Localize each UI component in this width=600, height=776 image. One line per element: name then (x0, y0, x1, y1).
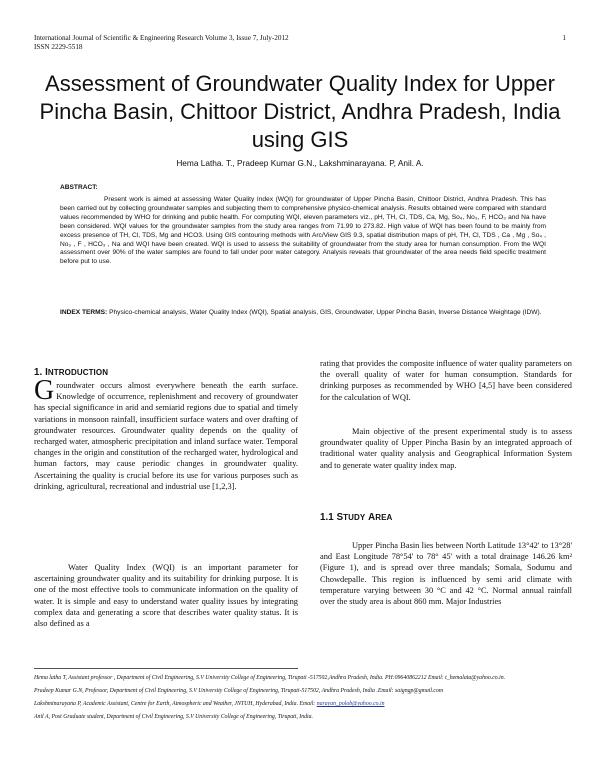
section-heading-introduction: 1. INTRODUCTION (34, 367, 109, 378)
author-email-link[interactable]: narayan_polob@yahoo.co.in (316, 700, 385, 707)
abstract-body: Present work is aimed at assessing Water Quality Index (WQI) for groundwater of Upper Pincha Basin, Chittoor District, Andhra Pradesh. This has been carried out by collecting groundwater samples and subjecting them to comprehensive physico-chemical analysis. Results obtained were compared with standard values recommended by WHO for drinking and public health. For computing WQI, eleven parameters viz., pH, TH, Cl, TDS, Ca, Mg, So₄, No₃, F, HCO₃ and Na have been considered. WQI values for the groundwater samples from the study area ranges from 71.99 to 273.82. High value of WQI has been found to be mainly from excess presence of TH, Cl, TDS, Mg and HCO3. Using GIS contouring methods with Arc/View GIS 9.3, spatial distribution maps of pH, TH, Cl, TDS , Ca , Mg , So₄ , No₃ , F , HCO₃ , Na and WQI have been created. WQI is used to assess the suitability of groundwater from the study area for human consumption. From the WQI assessment over 90% of the water samples are found to fall under poor water category. Analysis reveals that groundwater of the area needs field specific treatment before put to use. (60, 196, 546, 266)
issn-line: ISSN 2229-5518 (34, 43, 83, 51)
section-heading-study-area: 1.1 STUDY AREA (320, 512, 393, 523)
authors-line: Hema Latha. T., Pradeep Kumar G.N., Lakshminarayana. P, Anil. A. (176, 158, 424, 168)
intro-paragraph-1: Groundwater occurs almost everywhere beneath the earth surface. Knowledge of occurrence, replenishment and recovery of groundwater has special significance in arid and semiarid regions due to spatial and timely variations in monsoon rainfall, insufficient surface waters and over drafting of groundwater resources. Groundwater quality depends on the quality of recharged water, atmospheric precipitation and inland surface water. Temporal changes in the origin and constitution of the recharged water, hydrological and human factors, may cause periodic changes in groundwater quality. Ascertaining the quality is crucial before its use for various purposes such as drinking, agricultural, recreational and industrial use [1,2,3]. (34, 375, 298, 491)
index-terms-text: Physico-chemical analysis, Water Quality Index (WQI), Spatial analysis, GIS, Groundwater, Upper Pincha Basin, Inverse Distance Weightage (IDW). (109, 309, 542, 316)
index-terms-label: INDEX TERMS: (60, 309, 108, 316)
study-area-paragraph: Upper Pincha Basin lies between North Latitude 13°42' to 13°28' and East Longitude 78°54' to 78° 45' with a total drainage 146.26 km² (Figure 1), and is spread over three mandals; Somala, Sodumu and Chowdepalle. This region is influenced by semi arid climate with temperature varying between 30 °C and 42 °C. Normal annual rainfall over the study area is about 860 mm. Major Industries (320, 541, 572, 607)
intro-paragraph-4: Main objective of the present experimental study is to assess groundwater quality of Upper Pincha Basin by an integrated approach of traditional water quality analysis and Geographical Information System and to generate water quality index map. (320, 427, 572, 470)
abstract-heading: ABSTRACT: (60, 184, 98, 191)
index-terms (60, 309, 546, 318)
footnote-divider (34, 668, 298, 669)
intro-paragraph-3: rating that provides the composite influence of water quality parameters on the overall quality of water for human consumption. Standards for drinking purposes as recommended by WHO [4,5] have been considered for the calculation of WQI. (320, 359, 572, 402)
paper-title: Assessment of Groundwater Quality Index for Upper Pincha Basin, Chittoor District, Andhra Pradesh, India using GIS (39, 71, 561, 152)
journal-line: International Journal of Scientific & Engineering Research Volume 3, Issue 7, July-2012 (34, 34, 289, 42)
footnote-author-2: Pradeep Kumar G.N, Professor, Department of Civil Engineering, S.V University College of Engineering, Tirupati-517502, Andhra Pradesh, India .Email: saigngp@gmail.com (34, 687, 444, 694)
footnote-author-3: Lakshminarayana P, Academic Assistant, Centre for Earth, Atmospheric and Weather, JNTUH, Hyderabad, India. Email: narayan_polob@yahoo.co.in (34, 700, 385, 707)
running-header (34, 34, 566, 52)
page-number: 1 (562, 34, 566, 42)
drop-cap: G (34, 375, 55, 406)
footnote-author-1: Hema latha T, Assistant professor , Department of Civil Engineering, S.V University College of Engineering, Tirupati -517502,Andhra Pradesh, India. PH:09640862212 Email: t_hemalata@yahoo.co.in. (34, 675, 506, 681)
footnote-author-4: Anil A, Post Graduate student, Department of Civil Engineering, S.V University College of Engineering, Tirupati, India. (34, 713, 313, 720)
footnotes (34, 674, 566, 726)
intro-paragraph-2: Water Quality Index (WQI) is an important parameter for ascertaining groundwater quality and its suitability for drinking purpose. It is one of the most effective tools to communicate information on the quality of water. It is simple and easy to understand water quality issues by integrating complex data and generating a score that describes water quality status. It is also defined as a (34, 563, 298, 629)
